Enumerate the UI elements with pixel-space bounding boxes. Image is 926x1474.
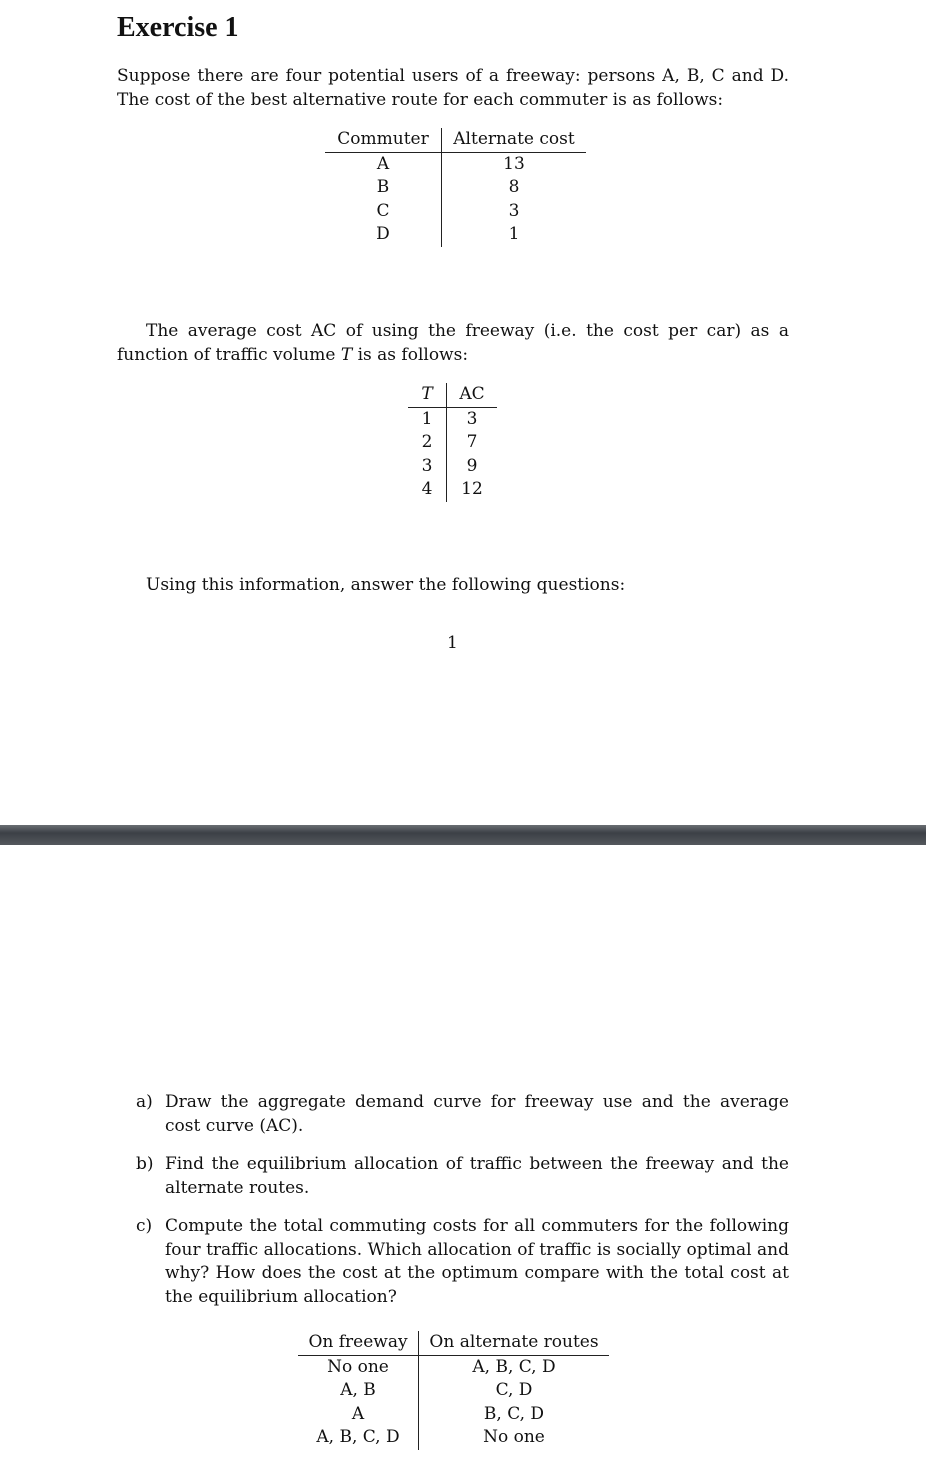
table-row [325,200,586,224]
header-alternate-cost: Alternate cost [442,128,587,152]
freeway-cell: A, B [340,1380,376,1400]
exercise-title: Exercise 1 [117,12,239,43]
alternate-cell: A, B, C, D [419,1355,610,1379]
intro-paragraph [117,65,789,112]
table-row [298,1426,609,1450]
question-a [136,1091,789,1138]
question-text: Draw the aggregate demand curve for freeway use and the average cost curve (AC). [165,1092,789,1136]
table-row [408,407,497,431]
table-row [325,176,586,200]
freeway-cell: No one [327,1356,389,1377]
question-label: b) [136,1154,154,1174]
commuter-cell: B [376,177,390,197]
cost-cell: 1 [442,223,587,247]
table-row [298,1403,609,1427]
using-text: Using this information, answer the following questions: [146,575,626,595]
ac-cell: 7 [447,431,498,455]
using-paragraph [146,574,789,598]
header-t-text: T [421,384,433,404]
cost-cell: 13 [442,152,587,176]
table-row [298,1355,609,1379]
header-ac: AC [447,383,498,407]
page-divider [0,825,926,845]
cost-cell: 3 [442,200,587,224]
intro-text: Suppose there are four potential users of a freeway: persons A, B, C and D. The cost of the best alternative route for each commuter is as follows: [117,66,789,110]
t-cell: 2 [421,432,433,452]
header-commuter: Commuter [325,128,442,152]
question-text: Compute the total commuting costs for all commuters for the following four traffic allocations. Which allocation of traffic is socially optimal and why? How does the cost at the optimum compare with the total cost at the equilibrium allocation? [165,1216,789,1307]
t-cell: 1 [421,408,433,429]
alternate-cell: C, D [419,1379,610,1403]
alternate-cell: No one [419,1426,610,1450]
header-on-alternate-routes: On alternate routes [419,1331,610,1355]
question-c [136,1215,789,1309]
table-row [298,1379,609,1403]
table-row [325,223,586,247]
alternate-cell: B, C, D [419,1403,610,1427]
header-on-freeway: On freeway [298,1331,419,1355]
t-cell: 3 [421,455,433,476]
table-row [408,455,497,479]
ac-text-variable: T [340,344,353,365]
ac-cell: 9 [447,455,498,479]
ac-text-part-a: The average cost AC of using the freeway (i.e. the cost per car) as a function of traffic volume [117,321,789,365]
ac-paragraph [117,320,789,367]
question-label: a) [136,1092,153,1112]
table-row [408,431,497,455]
commuter-cell: C [376,200,390,221]
average-cost-table [408,383,497,502]
freeway-cell: A, B, C, D [316,1427,400,1447]
freeway-cell: A [351,1403,365,1424]
alternate-cost-table [325,128,586,247]
question-b [136,1153,789,1200]
ac-text [117,320,789,367]
ac-cell: 3 [447,407,498,431]
table-row [408,478,497,502]
cost-cell: 8 [442,176,587,200]
commuter-cell: D [376,224,390,244]
t-cell: 4 [421,479,433,499]
ac-text-part-b: is as follows: [352,344,469,365]
allocation-table [298,1331,609,1450]
header-t [408,383,447,407]
commuter-cell: A [376,153,390,174]
page-number: 1 [447,633,458,653]
table-row [325,152,586,176]
question-list [136,1091,789,1324]
question-label: c) [136,1216,153,1236]
question-text: Find the equilibrium allocation of traffic between the freeway and the alternate routes. [165,1154,789,1198]
ac-cell: 12 [447,478,498,502]
